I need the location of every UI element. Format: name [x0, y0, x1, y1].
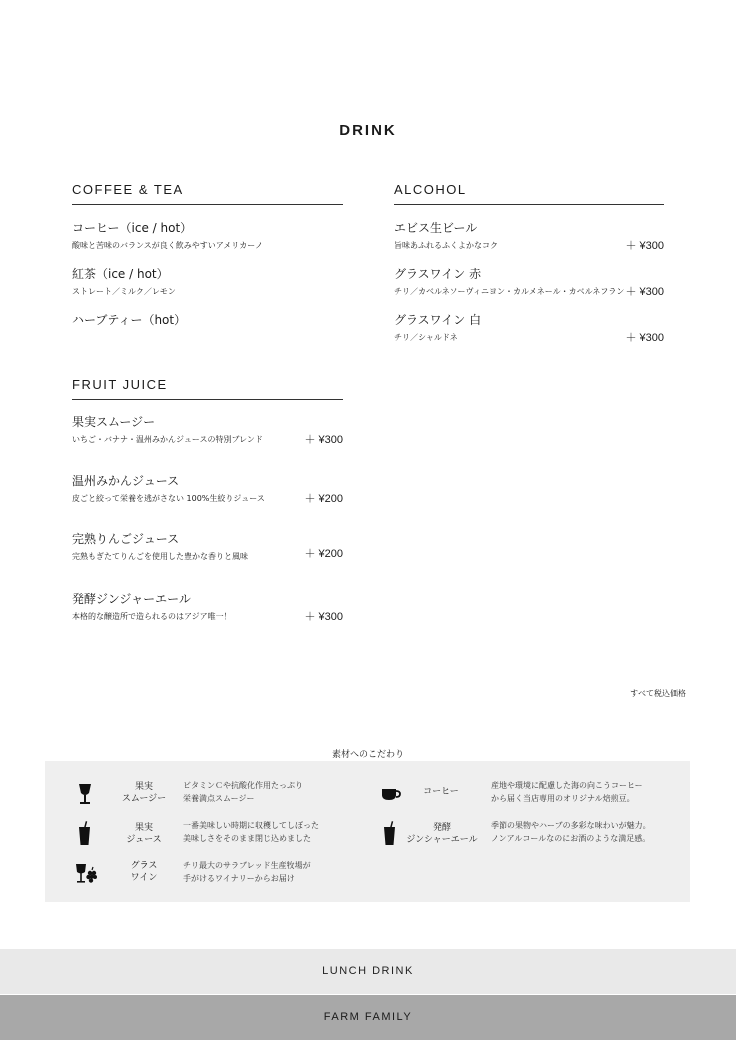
menu-item: [394, 312, 664, 344]
ingredient-name: 発酵 ジンシャーエール: [406, 823, 478, 845]
item-desc: 旨味あふれるふくよかなコク: [394, 241, 498, 250]
menu-item: [72, 266, 343, 298]
ingredient-name: グラス ワイン: [130, 861, 158, 883]
item-price: ＋ ¥300: [304, 611, 343, 623]
ingredient-desc: ビタミンＣや抗酸化作用たっぷり 栄養満点スムージー: [183, 781, 303, 803]
alcohol-section: [394, 182, 664, 344]
item-desc: ストレート／ミルク／レモン: [72, 287, 176, 296]
item-price: ＋ ¥200: [304, 493, 343, 505]
ingredient-row: [73, 779, 373, 815]
item-desc: チリ／シャルドネ: [394, 333, 458, 342]
ingredient-desc: チリ最大のサラブレッド生産牧場が 手がけるワイナリーからお届け: [183, 861, 311, 883]
item-desc: 酸味と苦味のバランスが良く飲みやすいアメリカーノ: [72, 241, 264, 250]
item-name: グラスワイン 白: [394, 313, 482, 327]
menu-item: [394, 220, 664, 252]
item-name: 発酵ジンジャーエール: [72, 592, 191, 606]
fruit-juice-section: [72, 377, 343, 623]
ingredient-desc: 一番美味しい時期に収穫してしぼった 美味しさをそのまま閉じ込めました: [183, 821, 319, 843]
menu-item: [394, 266, 664, 298]
coffee-tea-section: [72, 182, 343, 328]
item-price: ＋ ¥300: [304, 434, 343, 446]
lunch-drink-link[interactable]: LUNCH DRINK: [0, 949, 736, 994]
farm-family-link[interactable]: FARM FAMILY: [0, 995, 736, 1040]
ingredient-name: 果実 スムージー: [121, 782, 167, 804]
item-desc: チリ／カベルネソーヴィニヨン・カルメネール・カベルネフラン: [394, 287, 625, 296]
item-desc: いちご・バナナ・温州みかんジュースの特別ブレンド: [72, 435, 263, 444]
page-title: DRINK: [339, 122, 397, 139]
ingredient-desc: 産地や環境に配慮した海の向こうコーヒー から届く当店専用のオリジナル焙煎豆。: [491, 781, 643, 803]
ingredient-row: [73, 819, 373, 855]
item-price: ＋ ¥300: [625, 332, 664, 344]
item-name: 果実スムージー: [72, 415, 156, 429]
item-name: 完熟りんごジュース: [72, 532, 180, 546]
ingredient-desc: 季節の果物やハーブの多彩な味わいが魅力。 ノンアルコールなのにお酒のような満足感。: [491, 821, 651, 843]
menu-item: [72, 531, 343, 563]
section-heading: FRUIT JUICE: [72, 377, 343, 400]
item-desc: 完熟もぎたてりんごを使用した豊かな香りと風味: [72, 552, 248, 561]
wine-glass-icon: [73, 781, 97, 809]
menu-item: [72, 591, 343, 623]
item-price: ＋ ¥300: [625, 286, 664, 298]
item-name: エビス生ビール: [394, 221, 478, 235]
item-desc: 皮ごと絞って栄養を逃がさない 100%生絞りジュース: [72, 494, 265, 503]
item-price: ＋ ¥300: [625, 240, 664, 252]
menu-item: [72, 312, 343, 328]
item-name: コーヒー（ice / hot）: [72, 221, 193, 235]
item-desc: 本格的な醸造所で造られるのはアジア唯一！: [72, 612, 232, 621]
menu-item: [72, 414, 343, 446]
ingredient-name: 果実 ジュース: [126, 823, 162, 845]
ginger-ale-cup-icon: [380, 821, 404, 849]
section-heading: ALCOHOL: [394, 182, 664, 205]
menu-item: [72, 473, 343, 505]
ingredients-title: 素材へのこだわり: [331, 750, 404, 760]
item-name: 紅茶（ice / hot）: [72, 267, 169, 281]
item-name: ハーブティー（hot）: [72, 313, 187, 327]
item-name: 温州みかんジュース: [72, 474, 180, 488]
coffee-cup-icon: [380, 781, 404, 809]
item-name: グラスワイン 赤: [394, 267, 482, 281]
menu-item: [72, 220, 343, 252]
ingredient-row: [380, 779, 680, 815]
section-heading: COFFEE & TEA: [72, 182, 343, 205]
ingredient-row: [73, 859, 373, 895]
tax-note: すべて税込価格: [630, 689, 686, 698]
item-price: ＋ ¥200: [304, 548, 343, 560]
wine-grape-icon: [73, 861, 97, 889]
ingredients-panel: [45, 761, 690, 902]
juice-cup-icon: [73, 821, 97, 849]
ingredient-name: コーヒー: [423, 787, 459, 797]
ingredient-row: [380, 819, 680, 855]
